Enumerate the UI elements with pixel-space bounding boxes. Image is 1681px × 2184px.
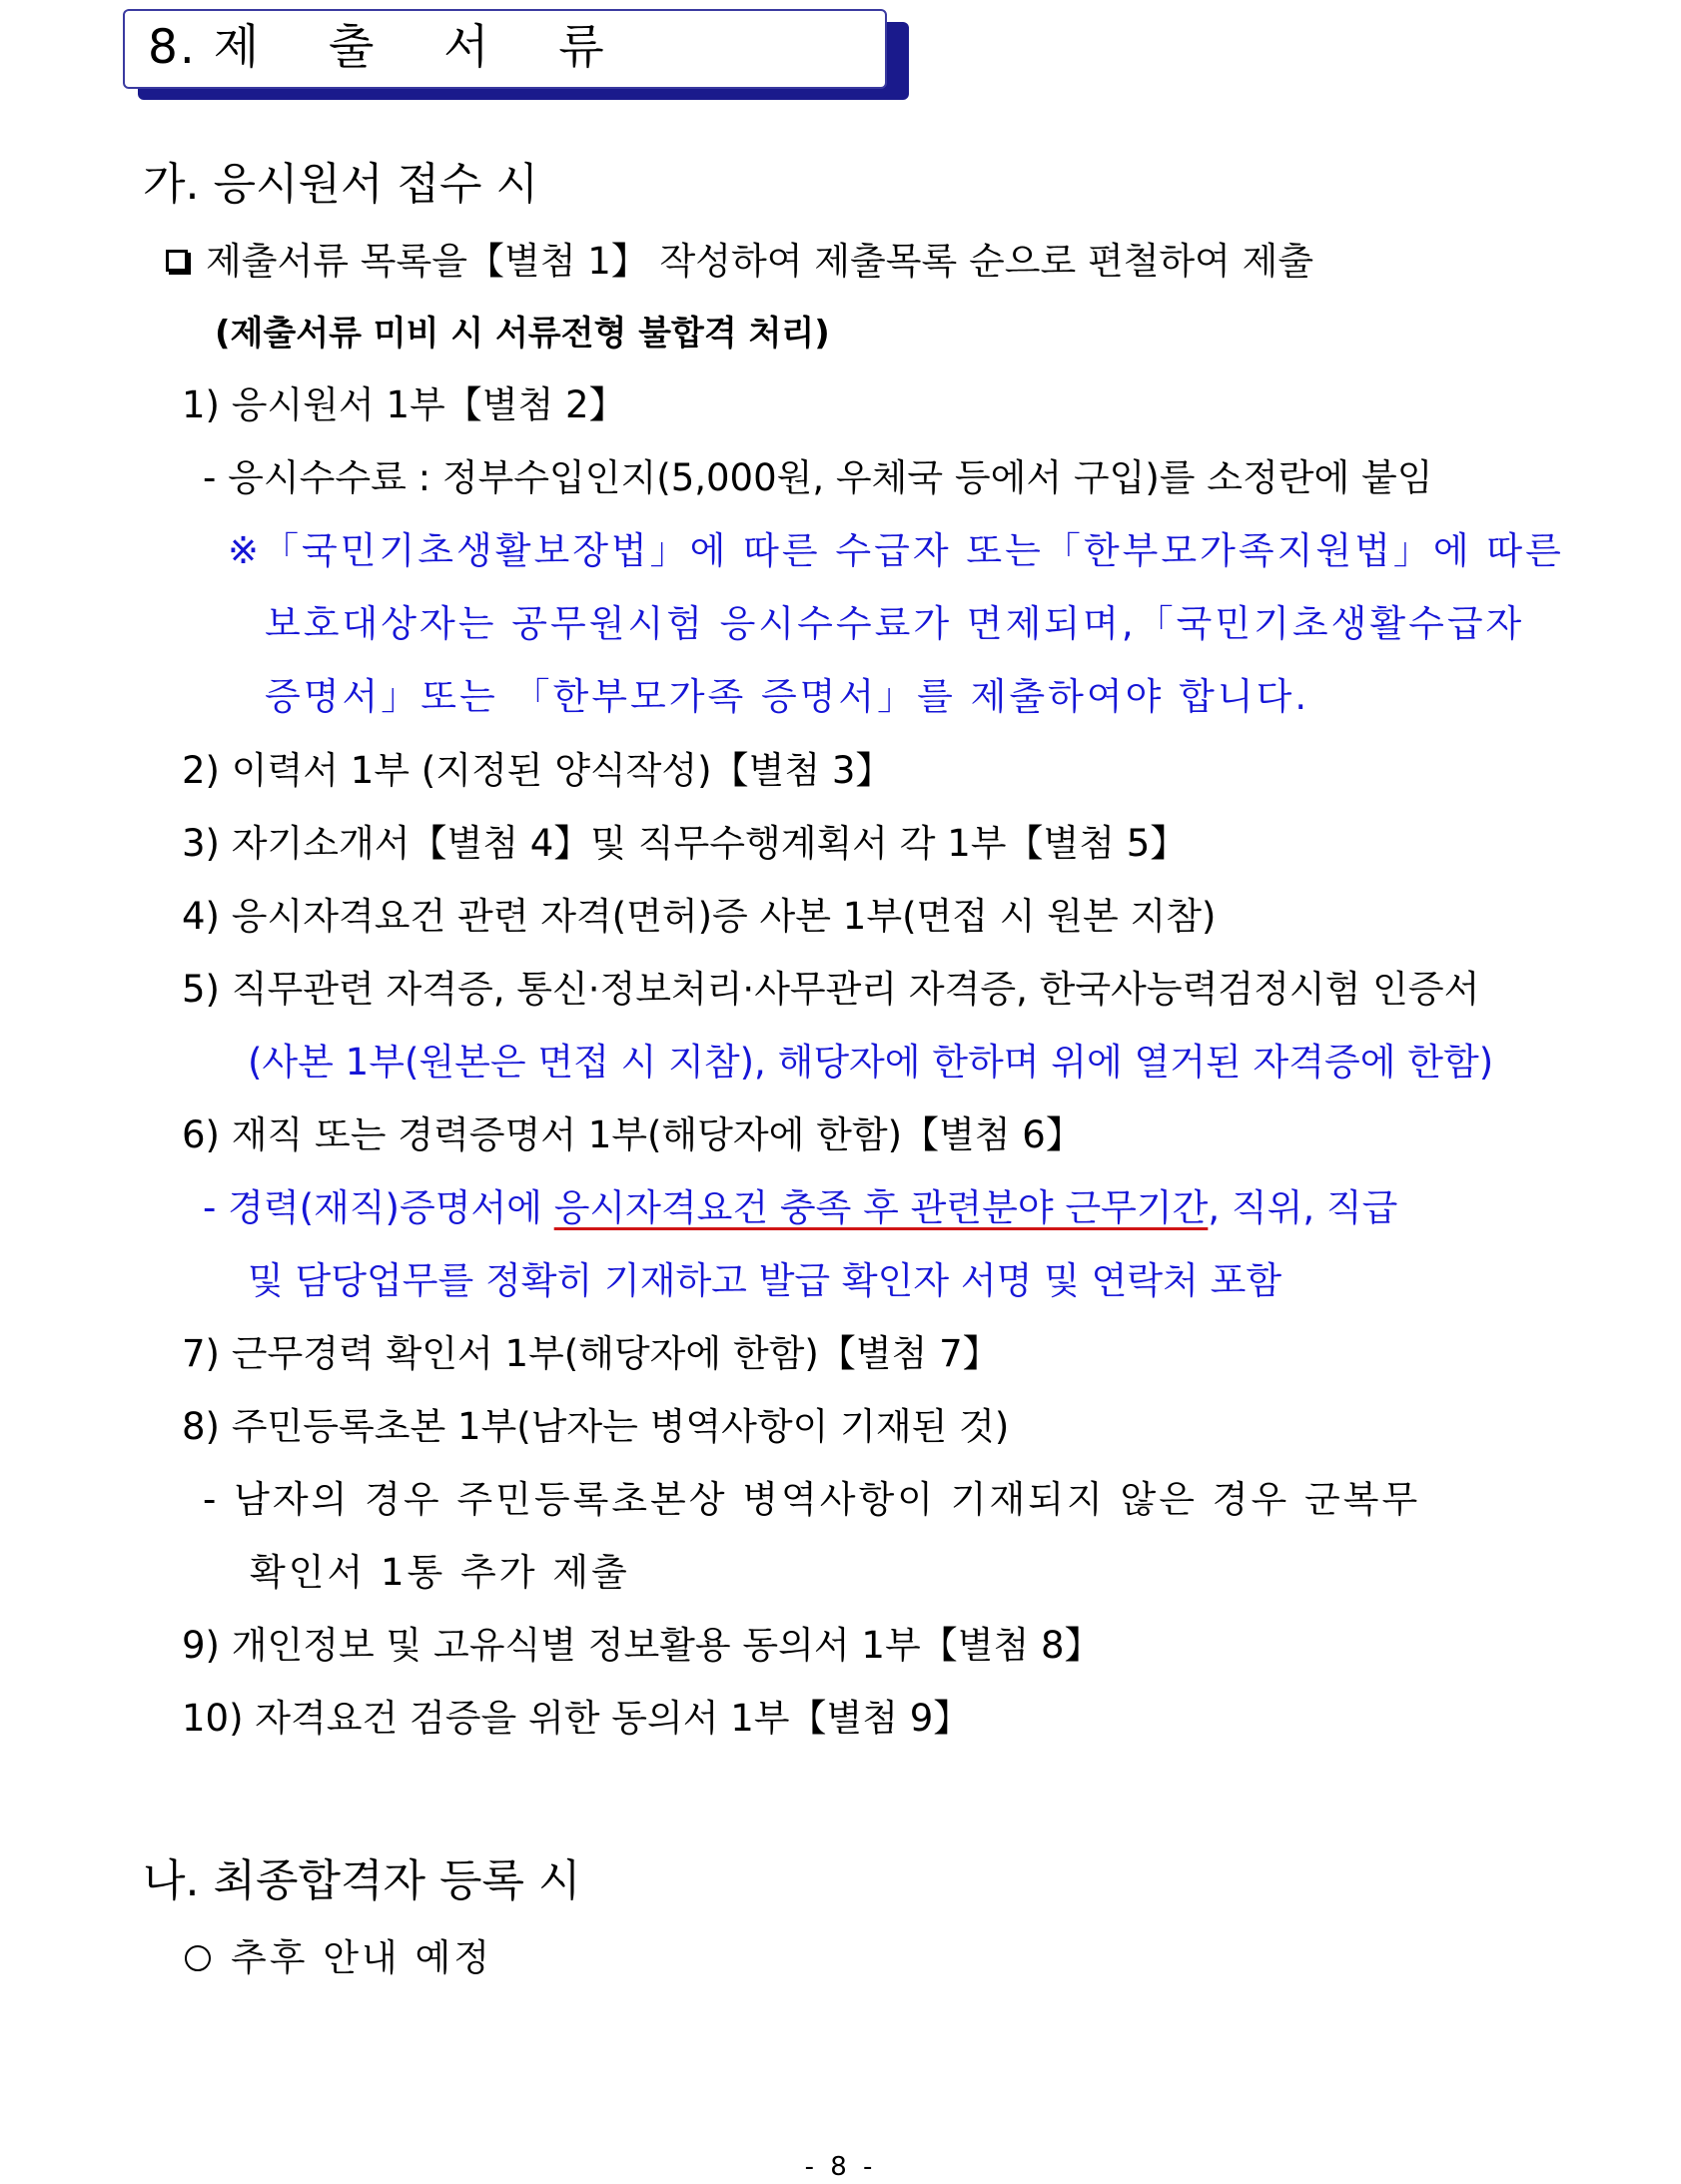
item-5-note: (사본 1부(원본은 면접 시 지참), 해당자에 한하며 위에 열거된 자격증에 한함) (248, 1041, 1494, 1084)
item-6-sub-line-2: 및 담당업무를 정확히 기재하고 발급 확인자 서명 및 연락처 포함 (248, 1259, 1282, 1302)
item-8-sub-line-1: - 남자의 경우 주민등록초본상 병역사항이 기재되지 않은 경우 군복무 (203, 1478, 1421, 1521)
item-8: 8) 주민등록초본 1부(남자는 병역사항이 기재된 것) (182, 1405, 1010, 1448)
item-1: 1) 응시원서 1부【별첨 2】 (182, 383, 626, 426)
fee-exemption-notice-line-1: ※「국민기초생활보장법」에 따른 수급자 또는「한부모가족지원법」에 따른 (228, 529, 1564, 572)
part-a-heading: 가. 응시원서 접수 시 (143, 159, 538, 210)
item-6-sub-prefix: - 경력(재직)증명서에 (203, 1186, 554, 1229)
submission-list-item (166, 236, 1313, 288)
item-7: 7) 근무경력 확인서 1부(해당자에 한함)【별첨 7】 (182, 1332, 1000, 1375)
checkbox-icon (166, 250, 188, 272)
item-9: 9) 개인정보 및 고유식별 정보활용 동의서 1부【별첨 8】 (182, 1624, 1102, 1667)
item-8-sub-line-2: 확인서 1통 추가 제출 (250, 1551, 630, 1594)
item-1-sub: - 응시수수료 : 정부수입인지(5,000원, 우체국 등에서 구입)를 소정란에 붙임 (203, 456, 1433, 499)
item-6-sub-underlined: 응시자격요건 충족 후 관련분야 근무기간 (553, 1186, 1209, 1229)
item-5: 5) 직무관련 자격증, 통신·정보처리·사무관리 자격증, 한국사능력검정시험 인증서 (182, 968, 1480, 1011)
item-4: 4) 응시자격요건 관련 자격(면허)증 사본 1부(면접 시 원본 지참) (182, 895, 1217, 938)
item-6-sub-suffix: , 직위, 직급 (1208, 1186, 1398, 1229)
part-b-heading: 나. 최종합격자 등록 시 (143, 1855, 581, 1906)
submission-list-note: (제출서류 미비 시 서류전형 불합격 처리) (215, 314, 830, 354)
item-2: 2) 이력서 1부 (지정된 양식작성)【별첨 3】 (182, 749, 893, 792)
submission-list-text: 제출서류 목록을【별첨 1】 작성하여 제출목록 순으로 편철하여 제출 (206, 240, 1314, 283)
item-10: 10) 자격요건 검증을 위한 동의서 1부【별첨 9】 (182, 1697, 971, 1740)
part-b-item (185, 1932, 492, 1984)
item-6: 6) 재직 또는 경력증명서 1부(해당자에 한함)【별첨 6】 (182, 1113, 1083, 1156)
circle-bullet-icon (185, 1945, 211, 1971)
item-6-sub (203, 1182, 1397, 1234)
page-number: - 8 - (804, 2152, 877, 2182)
fee-exemption-notice-line-2: 보호대상자는 공무원시험 응시수수료가 면제되며,「국민기초생활수급자 (265, 602, 1525, 645)
fee-exemption-notice-line-3: 증명서」또는 「한부모가족 증명서」를 제출하여야 합니다. (265, 675, 1310, 718)
section-title: 8. 제 출 서 류 (148, 20, 606, 75)
part-b-item-text: 추후 안내 예정 (231, 1936, 492, 1979)
item-3: 3) 자기소개서【별첨 4】및 직무수행계획서 각 1부【별첨 5】 (182, 822, 1188, 865)
